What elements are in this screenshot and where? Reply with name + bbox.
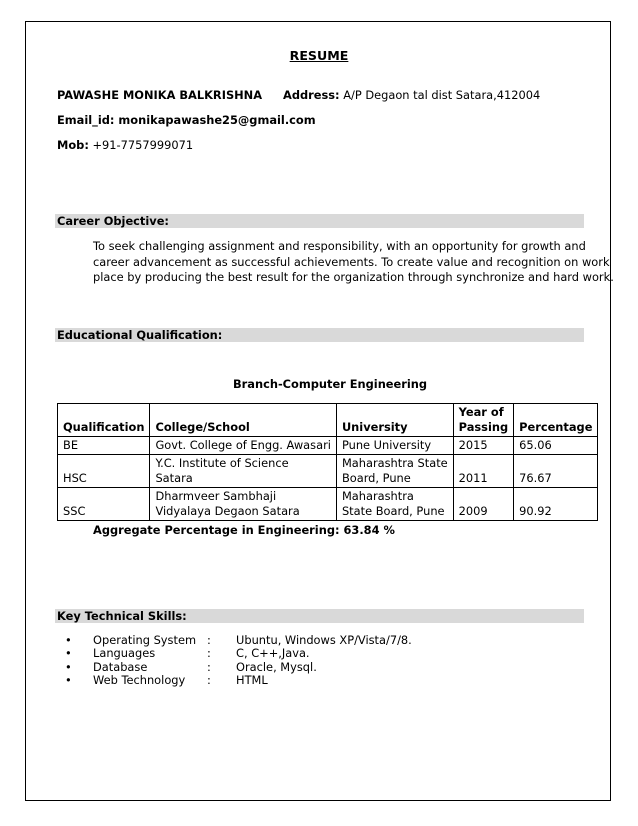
table-row: [58, 455, 598, 488]
list-item: [65, 661, 465, 674]
list-item: [65, 674, 465, 687]
cell-university: Pune University: [336, 437, 453, 455]
objective-line: place by producing the best result for the organization through synchronize and hard work.: [93, 270, 614, 284]
address-label: Address:: [283, 88, 340, 102]
skill-colon: :: [207, 659, 211, 674]
career-objective-text: [93, 239, 614, 286]
mob-label: Mob:: [57, 138, 89, 152]
skills-header: [55, 609, 584, 623]
skill-value: Ubuntu, Windows XP/Vista/7/8.: [236, 633, 412, 647]
aggregate-percentage: Aggregate Percentage in Engineering: 63.84 %: [93, 523, 395, 537]
header-college: College/School: [150, 404, 336, 437]
objective-line: To seek challenging assignment and responsibility, with an opportunity for growth and: [93, 239, 586, 253]
cell-qualification: HSC: [58, 455, 150, 488]
skill-value: C, C++,Java.: [236, 646, 310, 661]
address-block: [283, 88, 540, 102]
table-row: [58, 488, 598, 521]
objective-line: career advancement as successful achievements. To create value and recognition on work: [93, 254, 610, 269]
skill-colon: :: [207, 646, 211, 661]
career-objective-heading: Career Objective:: [57, 214, 169, 228]
header-university: University: [336, 404, 453, 437]
skill-colon: :: [207, 633, 211, 647]
skills-list: [65, 634, 465, 687]
bullet-icon: •: [65, 633, 72, 647]
table-row: [58, 437, 598, 455]
skill-value: Oracle, Mysql.: [236, 659, 317, 674]
list-item: [65, 634, 465, 647]
skill-label: Operating System: [93, 633, 197, 647]
cell-percentage: 65.06: [514, 437, 598, 455]
education-heading: Educational Qualification:: [57, 328, 223, 342]
address-value: A/P Degaon tal dist Satara,412004: [343, 88, 541, 102]
cell-college: Dharmveer Sambhaji Vidyalaya Degaon Satara: [150, 488, 336, 521]
education-header: [55, 328, 584, 342]
header-percentage: Percentage: [514, 404, 598, 437]
cell-university: Maharashtra State Board, Pune: [336, 488, 453, 521]
bullet-icon: •: [65, 646, 72, 661]
list-item: [65, 647, 465, 660]
resume-title: RESUME: [289, 48, 349, 63]
cell-qualification: SSC: [58, 488, 150, 521]
header-qualification: Qualification: [58, 404, 150, 437]
cell-year: 2011: [453, 455, 513, 488]
cell-year: 2015: [453, 437, 513, 455]
skill-label: Web Technology: [93, 672, 186, 687]
cell-year: 2009: [453, 488, 513, 521]
bullet-icon: •: [65, 659, 72, 674]
header-year: Year of Passing: [453, 404, 513, 437]
branch-title: Branch-Computer Engineering: [233, 377, 428, 391]
candidate-name: PAWASHE MONIKA BALKRISHNA: [57, 88, 263, 102]
cell-university: Maharashtra State Board, Pune: [336, 455, 453, 488]
cell-college: Y.C. Institute of Science Satara: [150, 455, 336, 488]
education-table: [57, 403, 598, 521]
career-objective-header: [55, 214, 584, 228]
mobile-line: [57, 138, 193, 152]
mob-value: +91-7757999071: [92, 138, 194, 152]
skill-colon: :: [207, 672, 211, 687]
cell-percentage: 90.92: [514, 488, 598, 521]
cell-percentage: 76.67: [514, 455, 598, 488]
skill-value: HTML: [236, 672, 268, 687]
cell-qualification: BE: [58, 437, 150, 455]
skills-heading: Key Technical Skills:: [57, 609, 187, 623]
email-line: Email_id: monikapawashe25@gmail.com: [57, 113, 316, 127]
cell-college: Govt. College of Engg. Awasari: [150, 437, 336, 455]
skill-label: Database: [93, 659, 148, 674]
table-header-row: [58, 404, 598, 437]
skill-label: Languages: [93, 646, 156, 661]
bullet-icon: •: [65, 672, 72, 687]
